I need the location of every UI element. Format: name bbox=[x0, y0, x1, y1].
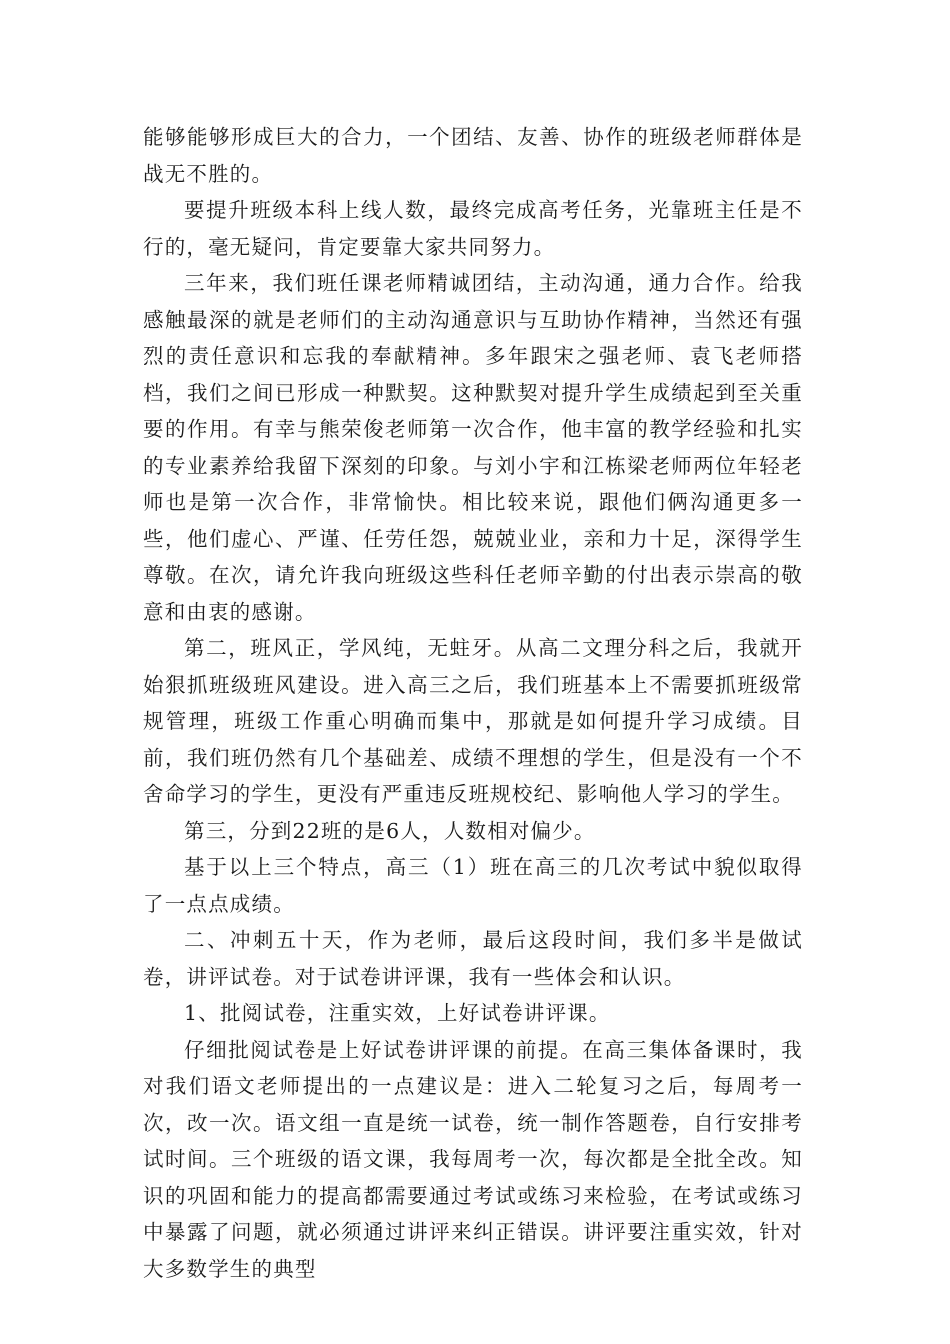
paragraph-grading-papers: 仔细批阅试卷是上好试卷讲评课的前提。在高三集体备课时，我对我们语文老师提出的一点建议是：进入二轮复习之后，每周考一次，改一次。语文组一直是统一试卷，统一制作答题卷，自行安排考试时间。三个班级的语文课，我每周考一次，每次都是全批全改。知识的巩固和能力的提高都需要通过考试或练习来检验，在考试或练习中暴露了问题，就必须通过讲评来纠正错误。讲评要注重实效，针对大多数学生的典型 bbox=[143, 1037, 803, 1281]
paragraph-teamwork-need: 要提升班级本科上线人数，最终完成高考任务，光靠班主任是不行的，毫无疑问，肯定要靠大家共同努力。 bbox=[143, 198, 803, 259]
paragraph-section-two-heading: 二、冲刺五十天，作为老师，最后这段时间，我们多半是做试卷，讲评试卷。对于试卷讲评课，我有一些体会和认识。 bbox=[143, 928, 803, 989]
paragraph-subheading-1: 1、批阅试卷，注重实效，上好试卷讲评课。 bbox=[184, 1001, 611, 1025]
paragraph-summary: 基于以上三个特点，高三（1）班在高三的几次考试中貌似取得了一点点成绩。 bbox=[143, 855, 803, 916]
paragraph-second-point: 第二，班风正，学风纯，无蛀牙。从高二文理分科之后，我就开始狠抓班级班风建设。进入高三之后，我们班基本上不需要抓班级常规管理，班级工作重心明确而集中，那就是如何提升学习成绩。目前，我们班仍然有几个基础差、成绩不理想的学生，但是没有一个不舍命学习的学生，更没有严重违反班规校纪、影响他人学习的学生。 bbox=[143, 636, 803, 806]
paragraph-continuation: 能够能够形成巨大的合力，一个团结、友善、协作的班级老师群体是战无不胜的。 bbox=[143, 125, 803, 186]
paragraph-third-point: 第三，分到22班的是6人，人数相对偏少。 bbox=[184, 818, 596, 843]
paragraph-three-years: 三年来，我们班任课老师精诚团结，主动沟通，通力合作。给我感触最深的就是老师们的主动沟通意识与互助协作精神，当然还有强烈的责任意识和忘我的奉献精神。多年跟宋之强老师、袁飞老师搭档，我们之间已形成一种默契。这种默契对提升学生成绩起到至关重要的作用。有幸与熊荣俊老师第一次合作，他丰富的教学经验和扎实的专业素养给我留下深刻的印象。与刘小宇和江栋梁老师两位年轻老师也是第一次合作，非常愉快。相比较来说，跟他们俩沟通更多一些，他们虚心、严谨、任劳任怨，兢兢业业，亲和力十足，深得学生尊敬。在次，请允许我向班级这些科任老师辛勤的付出表示崇高的敬意和由衷的感谢。 bbox=[143, 271, 803, 624]
document-body bbox=[143, 119, 803, 1287]
